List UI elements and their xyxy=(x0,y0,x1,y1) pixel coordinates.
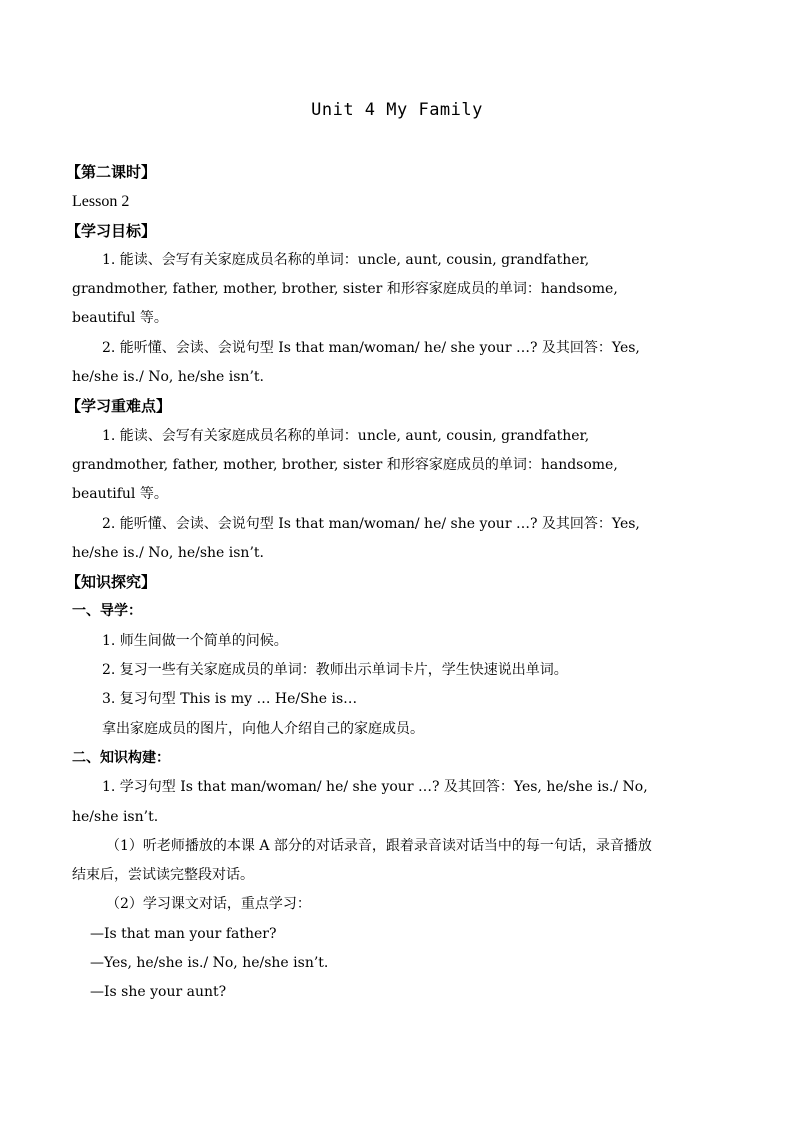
text-line: 2. 能听懂、会读、会说句型 Is that man/woman/ he/ she your …? 及其回答：Yes, xyxy=(102,339,640,356)
section-heading: 【知识探究】 xyxy=(66,573,157,592)
text-line: —Yes, he/she is./ No, he/she isn’t. xyxy=(90,955,329,972)
subsection-heading: 二、知识构建： xyxy=(72,749,170,766)
text-line: Lesson 2 xyxy=(72,193,130,211)
text-line: 2. 能听懂、会读、会说句型 Is that man/woman/ he/ she your …? 及其回答：Yes, xyxy=(102,515,640,532)
document-body xyxy=(66,158,732,1008)
text-line: beautiful 等。 xyxy=(72,310,168,327)
text-line: 结束后，尝试读完整段对话。 xyxy=(72,867,254,884)
text-line: grandmother, father, mother, brother, sister 和形容家庭成员的单词：handsome, xyxy=(72,281,618,298)
text-line: 2. 复习一些有关家庭成员的单词：教师出示单词卡片，学生快速说出单词。 xyxy=(102,662,568,679)
text-line: —Is she your aunt? xyxy=(90,984,227,1001)
text-line: grandmother, father, mother, brother, sister 和形容家庭成员的单词：handsome, xyxy=(72,456,618,473)
section-heading: 【学习重难点】 xyxy=(66,397,172,416)
text-line: 拿出家庭成员的图片，向他人介绍自己的家庭成员。 xyxy=(102,720,424,737)
section-heading: 【学习目标】 xyxy=(66,221,157,240)
text-line: he/she is./ No, he/she isn’t. xyxy=(72,369,264,386)
text-line: he/she isn’t. xyxy=(72,808,159,825)
text-line: —Is that man your father? xyxy=(90,925,277,942)
subsection-heading: 一、导学： xyxy=(72,603,142,620)
section-heading: 【第二课时】 xyxy=(66,163,157,181)
text-line: 1. 师生间做一个简单的问候。 xyxy=(102,632,288,649)
text-line: beautiful 等。 xyxy=(72,486,168,503)
text-line: he/she is./ No, he/she isn’t. xyxy=(72,544,264,561)
text-line: 1. 学习句型 Is that man/woman/ he/ she your …? 及其回答：Yes, he/she is./ No, xyxy=(102,779,648,796)
page-title: Unit 4 My Family xyxy=(311,100,483,120)
text-line: 1. 能读、会写有关家庭成员名称的单词：uncle, aunt, cousin, grandfather, xyxy=(102,251,590,268)
text-line: 3. 复习句型 This is my … He/She is… xyxy=(102,691,358,708)
text-line: （2）学习课文对话，重点学习： xyxy=(106,896,311,913)
text-line: （1）听老师播放的本课 A 部分的对话录音，跟着录音读对话当中的每一句话，录音播放 xyxy=(106,837,652,854)
text-line: 1. 能读、会写有关家庭成员名称的单词：uncle, aunt, cousin, grandfather, xyxy=(102,427,590,444)
